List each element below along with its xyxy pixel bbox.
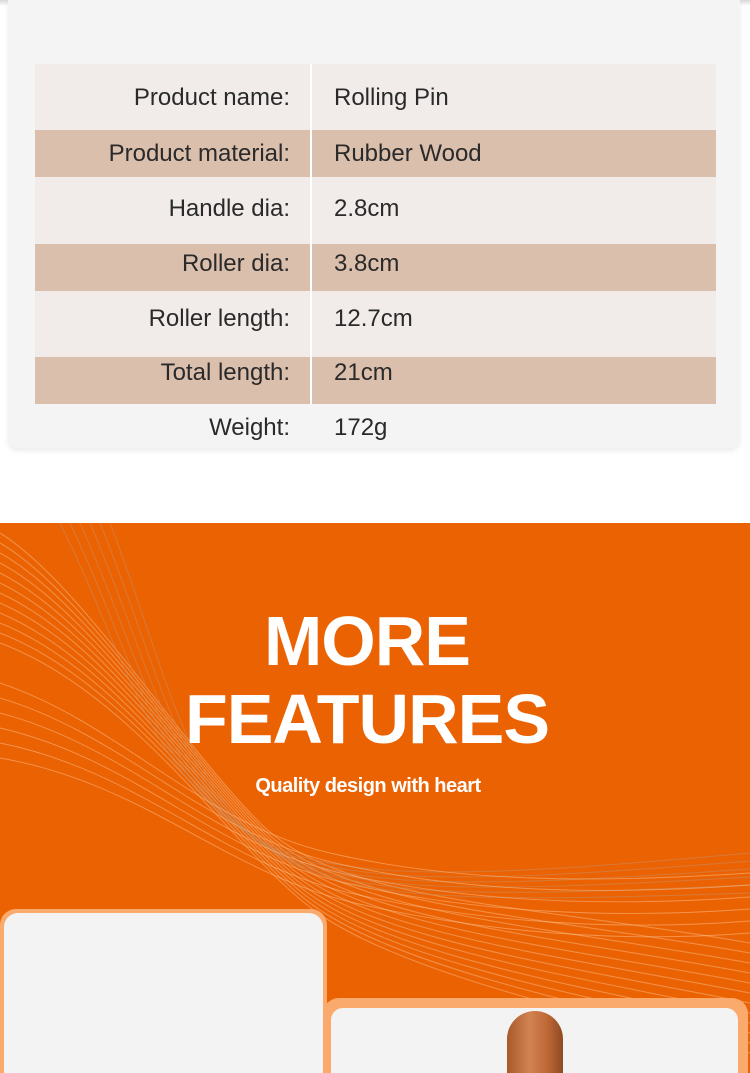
spec-row-roller-dia — [35, 244, 716, 291]
features-banner — [0, 523, 750, 1073]
spec-label: Roller length: — [148, 305, 290, 332]
feature-panel-right — [323, 998, 748, 1073]
spec-row-product-material — [35, 130, 716, 177]
features-title-line1: MORE — [264, 602, 470, 680]
spec-value: 172g — [334, 414, 388, 441]
rolling-pin-image — [507, 1011, 563, 1073]
spec-value: 3.8cm — [334, 250, 400, 277]
spec-value: Rubber Wood — [334, 140, 482, 167]
spec-row-product-name — [35, 64, 716, 130]
spec-value: Rolling Pin — [334, 84, 449, 111]
spec-label: Product name: — [133, 84, 290, 111]
spec-label: Product material: — [108, 140, 290, 167]
feature-panel-left-content — [4, 913, 323, 1073]
spec-label: Total length: — [160, 359, 290, 386]
feature-panel-right-content — [331, 1008, 738, 1073]
spec-label: Roller dia: — [181, 250, 290, 277]
spec-row-handle-dia — [35, 177, 716, 244]
spec-table — [35, 64, 716, 448]
spec-row-total-length — [35, 357, 716, 404]
spec-value: 12.7cm — [334, 305, 413, 332]
features-subtitle: Quality design with heart — [255, 775, 481, 797]
spec-value: 21cm — [334, 359, 393, 386]
spec-label: Handle dia: — [168, 195, 290, 222]
spec-label: Weight: — [209, 414, 290, 441]
features-title-line2: FEATURES — [184, 680, 550, 758]
spec-row-roller-length — [35, 291, 716, 357]
feature-panel-left — [0, 909, 327, 1073]
spec-row-weight — [35, 404, 716, 448]
spec-value: 2.8cm — [334, 195, 400, 222]
